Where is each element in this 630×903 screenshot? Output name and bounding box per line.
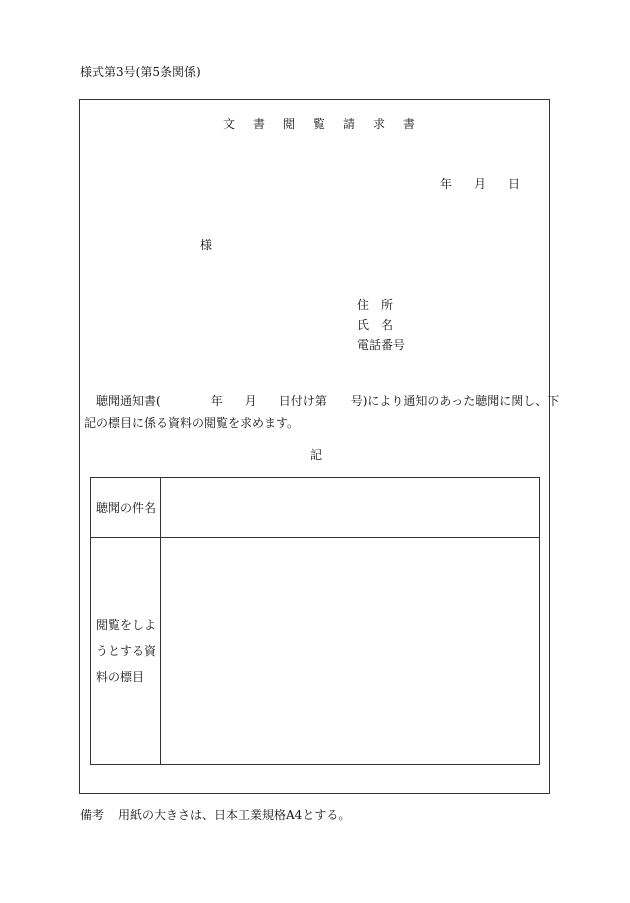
- materials-label: 閲覧をしよ うとする資 料の標目: [96, 618, 157, 684]
- date-line: [440, 178, 520, 190]
- table-row-materials: [91, 538, 540, 765]
- body-year: 年: [210, 394, 223, 408]
- remarks: [80, 809, 350, 821]
- body-suffix: 号)により通知のあった聴聞に関し、下: [350, 394, 560, 408]
- date-year-label: 年: [440, 177, 453, 191]
- materials-value[interactable]: [161, 538, 540, 765]
- subject-value[interactable]: [161, 478, 540, 538]
- remarks-heading: 備考: [80, 808, 105, 822]
- applicant-phone-label: 電話番号: [357, 338, 406, 352]
- body-line-2: 記の標目に係る資料の閲覧を求めます。: [84, 416, 300, 430]
- body-line-1: [96, 395, 559, 407]
- date-day-label: 日: [508, 177, 521, 191]
- form-reference: 様式第3号(第5条関係): [80, 65, 201, 79]
- detail-table: [90, 477, 540, 765]
- body-month: 月: [244, 394, 257, 408]
- remarks-text: 用紙の大きさは、日本工業規格A4とする。: [118, 808, 351, 822]
- table-row-subject: [91, 478, 540, 538]
- applicant-address-label: 住所: [357, 298, 406, 312]
- form-title: 文書閲覧請求書: [223, 117, 434, 131]
- note-heading: 記: [310, 448, 323, 462]
- applicant-name-label: 氏名: [357, 318, 406, 332]
- body-day-dated: 日付け第: [278, 394, 327, 408]
- applicant-block: [357, 299, 405, 359]
- addressee-suffix: 様: [200, 238, 213, 252]
- body-prefix: 聴聞通知書(: [96, 394, 161, 408]
- subject-label: 聴聞の件名: [91, 478, 161, 538]
- date-month-label: 月: [474, 177, 487, 191]
